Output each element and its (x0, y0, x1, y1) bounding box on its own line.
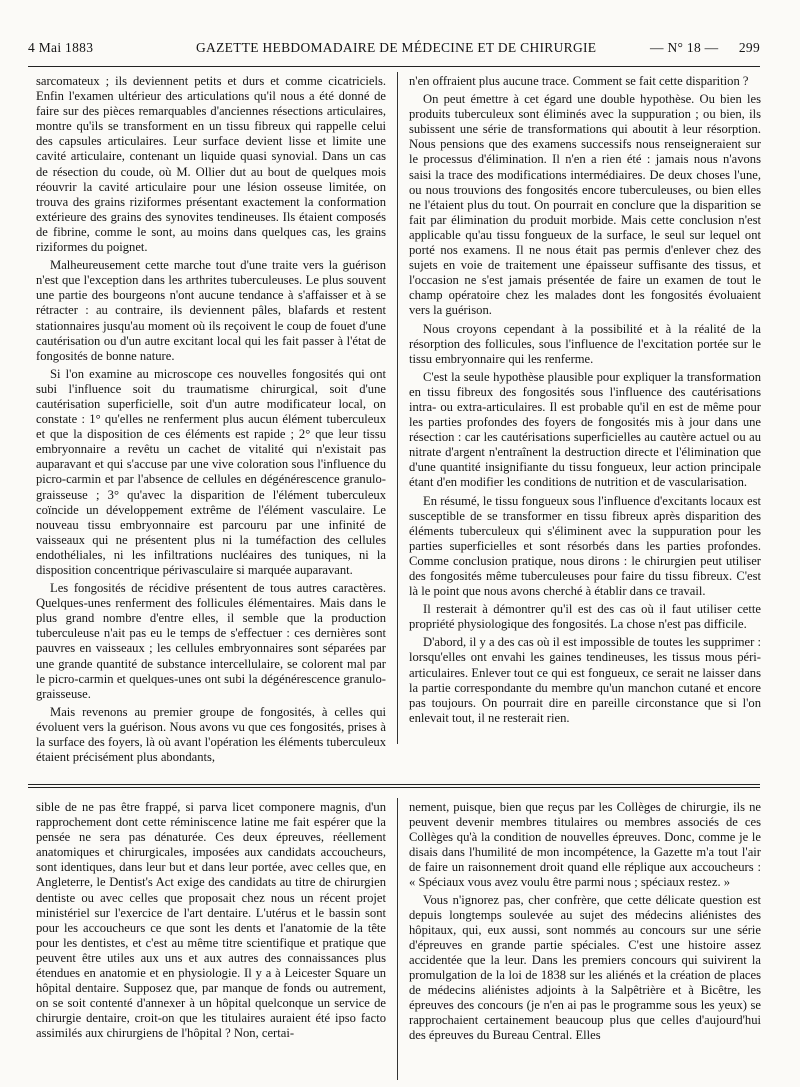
feuilleton-paragraph: sible de ne pas être frappé, si parva licet componere magnis, d'un rapprochement dont cette réminiscence latine me fait espérer que la pensée ne sera pas dénaturée. Ces deux épreuves, réellement anatomiques et chirurgicales, imposées aux candidats accoucheurs, sont identiques, dans leur but et dans leur portée, avec celles que, en Angleterre, le Dentist's Act exige des candidats au titre de chirurgien dentiste ou avec celles que proposait chez nous un récent projet ministériel sur l'exercice de l'art dentaire. L'utérus et le bassin sont pour les accoucheurs ce que sont les dents et l'anatomie de la tête pour les dentistes, et c'est au même titre scientifique et pratique que peuvent être utiles aux uns et aux autres des connaissances plus étendues en anatomie et en physiologie. Il y a à Leicester Square un hôpital dentaire. Supposez que, par manque de fonds ou autrement, on se soit contenté d'annexer à un hôpital quelconque un service de chirurgie dentaire, croit-on que les titulaires auraient été ipso facto assimilés aux chirurgiens de l'hôpital ? Non, certai- (36, 800, 386, 1041)
issue-date: 4 Mai 1883 (28, 40, 94, 55)
journal-title: GAZETTE HEBDOMADAIRE DE MÉDECINE ET DE CHIRURGIE (196, 40, 597, 55)
article-paragraph: Nous croyons cependant à la possibilité et à la réalité de la résorption des follicules, sous l'influence de l'excitation portée sur le tissu embryonnaire qui les renferme. (409, 321, 761, 366)
article-paragraph: Malheureusement cette marche tout d'une traite vers la guérison n'est que l'exception dans les arthrites tuberculeuses. Le plus souvent une partie des bourgeons n'ont aucune tendance à s'affaisser et à se rétracter : au contraire, ils deviennent pâles, blafards et restent stationnaires jusqu'au moment où ils reçoivent le coup de fouet d'une cautérisation ou d'un autre excitant local qui les fait passer à l'état de fongosités de bonne nature. (36, 258, 386, 363)
header-rule (28, 66, 760, 67)
page-header (28, 40, 760, 62)
article-paragraph: n'en offraient plus aucune trace. Comment se fait cette disparition ? (409, 74, 749, 88)
column-divider (397, 798, 398, 1080)
article-paragraph: Si l'on examine au microscope ces nouvelles fongosités qui ont subi l'influence soit du traumatisme chirurgical, soit d'une cautérisation superficielle, soit d'un autre modificateur local, on constate : 1° qu'elles ne renferment plus aucun élément tuberculeux et que la disposition de ces éléments est rapide ; 2° que leur tissu embryonnaire a revêtu un cachet de vitalité qui n'existait pas auparavant et qui s'accuse par une vive coloration sous l'influence du picro-carmin et par l'absence de cellules en dégénérescence granulo-graisseuse ; 3° qu'avec la disparition de l'élément tuberculeux coïncide un développement extrême de l'élément vasculaire. Le nouveau tissu embryonnaire est parcouru par une infinité de vaisseaux qui ne présentent plus ni la tuméfaction des cellules endothéliales, ni les infiltrations nucléaires des tuniques, ni la disposition concentrique périvasculaire si marquée auparavant. (36, 366, 386, 577)
feuilleton-column-right (409, 800, 761, 1080)
feuilleton-paragraph: Vous n'ignorez pas, cher confrère, que cette délicate question est depuis longtemps soulevée au sujet des médecins aliénistes des hôpitaux, qui, eux aussi, sont nommés au concours sur une série d'épreuves en grande partie spéciales. C'est une histoire assez accidentée que la leur. Dans les premiers concours qui suivirent la promulgation de la loi de 1838 sur les aliénés et la création de places de médecins aliénistes adjoints à la Salpêtrière et à Bicêtre, les épreuves des concours (je n'en ai pas le programme sous les yeux) se rapprochaient certainement beaucoup plus que celles d'aujourd'hui des épreuves du Bureau Central. Elles (409, 892, 761, 1043)
article-paragraph: On peut émettre à cet égard une double hypothèse. Ou bien les produits tuberculeux sont éliminés avec la suppuration ; ou bien, ils subissent une série de transformations qui aboutit à leur résorption. Nous pensions que des examens successifs nous renseigneraient sur le processus d'élimination. Il n'en a rien été : jamais nous n'avons saisi la trace des modifications intermédiaires. De deux choses l'une, ou nous trouvions des fongosités encore tuberculeuses, ou bien elles ne l'étaient plus du tout. On pourrait en conclure que la disparition se fait par élimination du produit morbide. Mais cette conclusion n'est applicable qu'au tissu fongueux de la surface, le seul sur lequel ont porté nos examens. Il ne nous était pas permis d'enlever chez des sujets en voie de traitement une épaisseur suffisante des tissus, et l'occasion ne s'est jamais présentée de faire un examen de tout le champ opératoire chez les malades dont les fongosités évoluaient vers la guérison. (409, 92, 761, 318)
article-paragraph: sarcomateux ; ils deviennent petits et durs et comme cicatriciels. Enfin l'examen ultérieur des articulations qu'il nous a été donné de faire sur des pièces remarquables d'anciennes résections articulaires, montre qu'ils se transforment en un tissu fibreux qui rappelle celui des capsules articulaires. Leur surface devient lisse et limite une cavité articulaire, contenant un liquide quasi synovial. Dans un cas de résection du coude, où M. Ollier dut au bout de quelques mois réouvrir la cavité articulaire pour une lésion osseuse limitée, on trouva des grains riziformes présentant exactement la conformation extérieure des grains des synovites tendineuses. Ils étaient composés de fibrine, comme le sont, au moins dans quelques cas, les grains riziformes du poignet. (36, 74, 386, 255)
article-column-left (36, 74, 386, 765)
article-paragraph: Il resterait à démontrer qu'il est des cas où il faut utiliser cette propriété physiologique des fongosités. La chose n'est pas difficile. (409, 602, 761, 632)
article-column-right (409, 74, 761, 742)
feuilleton-column-left (36, 800, 386, 1080)
article-paragraph: Les fongosités de récidive présentent de tous autres caractères. Quelques-unes renferment des follicules élémentaires. Mais dans le plus grand nombre d'entre elles, il semble que la production tuberculeuse n'ait pas eu le temps de s'effectuer : ces dernières sont pauvres en vaisseaux ; les cellules embryonnaires sont séparées par une grande quantité de substance intercellulaire, se colorent mal par le picro-carmin et quelques-unes ont subi la dégénérescence granulo-graisseuse. (36, 581, 386, 701)
page-number: 299 (738, 40, 760, 55)
article-paragraph: Mais revenons au premier groupe de fongosités, à celles qui évoluent vers la guérison. Nous avons vu que ces fongosités, prises à la surface des foyers, là où avant l'opération les éléments tuberculeux étaient précisément plus abondants, (36, 704, 386, 765)
feuilleton-paragraph: nement, puisque, bien que reçus par les Collèges de chirurgie, ils ne peuvent devenir membres titulaires ou membres associés de ces Collèges qu'à la condition de nouvelles épreuves. Donc, comme je le disais dans l'humilité de mon incompétence, la Gazette m'a tout l'air de faire un raisonnement droit quand elle réplique aux accoucheurs : « Spéciaux vous avez voulu être parmi nous ; spéciaux restez. » (409, 800, 761, 890)
article-paragraph: C'est la seule hypothèse plausible pour expliquer la transformation en tissu fibreux des fongosités sous l'influence des cautérisations intra- ou extra-articulaires. Il est probable qu'il en est de même pour les parties profondes des foyers de fongosités mis à jour dans une résection : car les cautérisations superficielles au cautère actuel ou au nitrate d'argent n'entraînent la destruction directe et l'élimination que d'une quantité insignifiante du tissu fongueux, leur action principale étant d'en modifier les conditions de nutrition et de vascularisation. (409, 369, 761, 490)
feuilleton-separator (28, 784, 760, 788)
issue-number: — N° 18 — (650, 40, 719, 55)
article-paragraph: D'abord, il y a des cas où il est impossible de toutes les supprimer : lorsqu'elles ont envahi les gaines tendineuses, les tissus mous péri-articulaires. Enlever tout ce qui est fongueux, ce serait ne laisser dans la partie correspondante du membre qu'un manchon cutané et encore pas toujours. On pourrait dire en pareille circonstance que si l'on enlevait tout, il ne resterait rien. (409, 635, 761, 725)
column-divider (397, 72, 398, 744)
article-paragraph: En résumé, le tissu fongueux sous l'influence d'excitants locaux est susceptible de se transformer en tissu fibreux après disparition des éléments tuberculeux qui s'éliminent avec la suppuration pour les parties superficielles et sont résorbés dans les parties profondes. Comme conclusion pratique, nous dirons : le chirurgien peut utiliser des fongosités même tuberculeuses pour faire du tissu fibreux. C'est là le point que nous avons cherché à établir dans ce travail. (409, 493, 761, 599)
